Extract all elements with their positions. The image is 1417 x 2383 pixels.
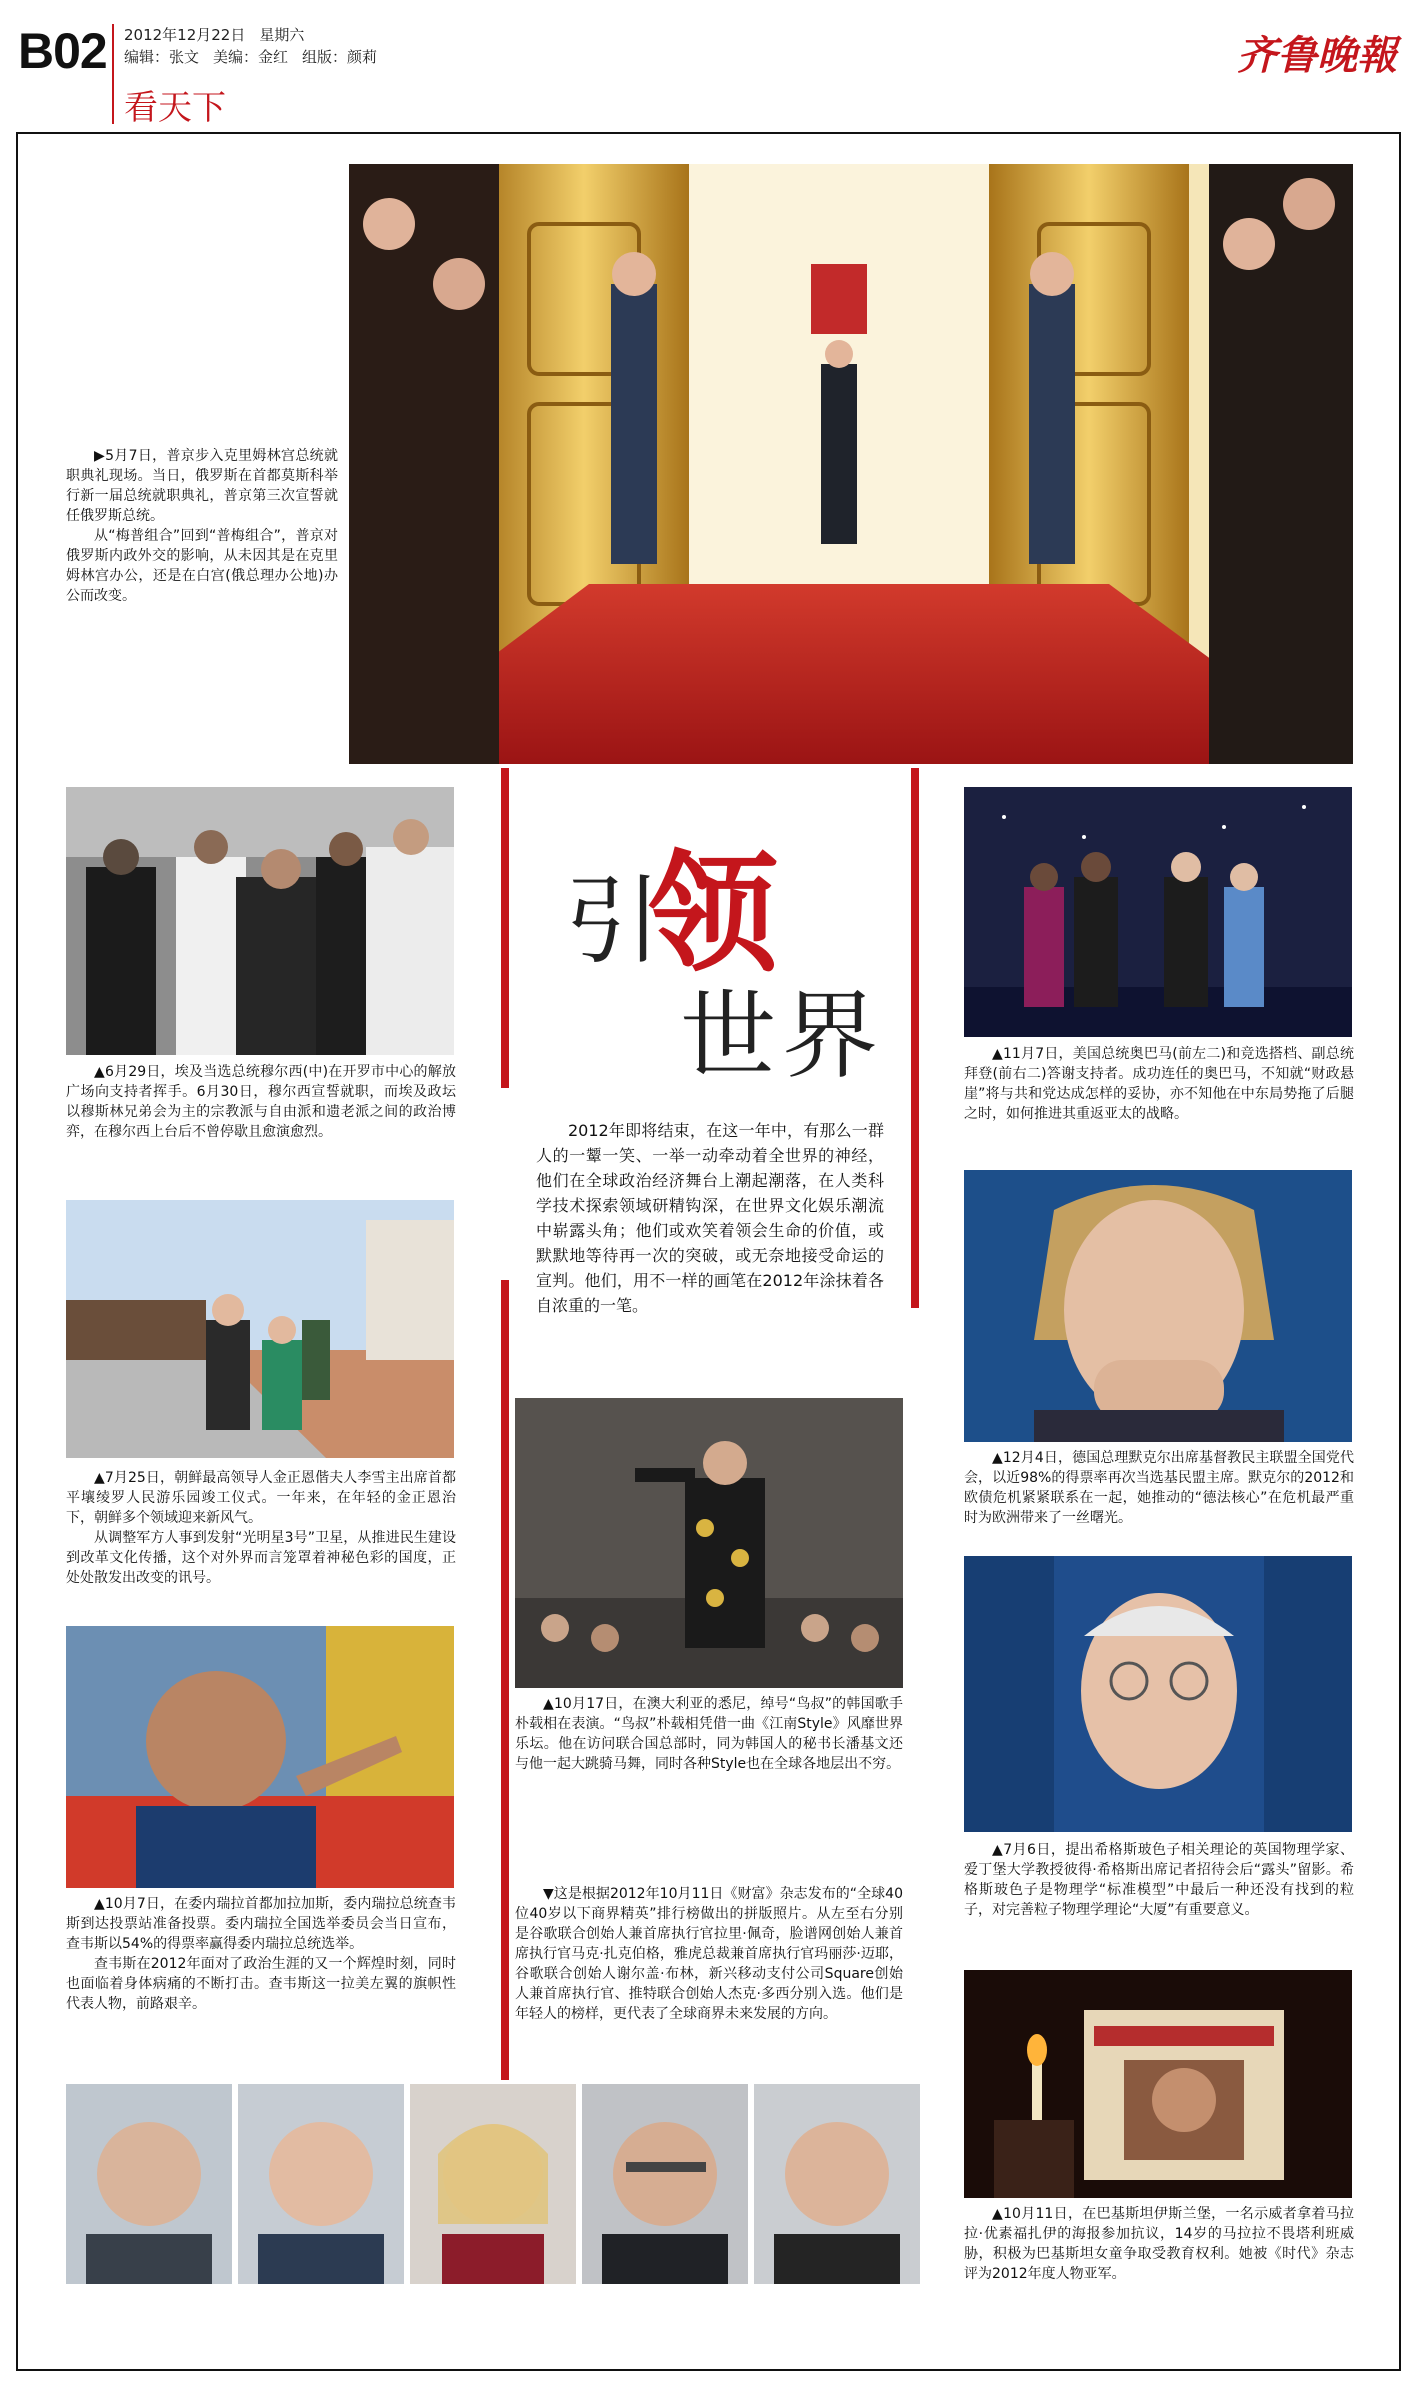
issue-weekday: 星期六 [259,26,305,44]
header-divider [112,24,114,124]
caption-higgs [964,1840,1354,1920]
photo-tech-leaders [66,2084,920,2284]
photo-obama [964,787,1352,1037]
caption-chavez-p1: ▲10月7日，在委内瑞拉首都加拉加斯，委内瑞拉总统查韦斯到达投票站准备投票。委内瑞拉全国选举委员会当日宣布，查韦斯以54%的得票率赢得委内瑞拉总统选举。 [66,1896,456,1952]
caption-psy [515,1694,903,1774]
editor-credit: 编辑：张文 [124,48,200,66]
photo-merkel [964,1170,1352,1442]
caption-tech-leaders [515,1884,903,2024]
caption-kim [66,1468,456,1588]
photo-kim-jong-un [66,1200,454,1458]
caption-malala [964,2204,1354,2284]
red-rule-left [501,768,509,1088]
art-editor-credit: 美编：金红 [213,48,289,66]
issue-date: 2012年12月22日 [124,26,246,44]
caption-morsi [66,1062,456,1142]
headline-part2: 领 [648,838,779,990]
caption-obama [964,1044,1354,1124]
red-rule-right [911,768,919,1308]
caption-merkel [964,1448,1354,1528]
section-title: 看天下 [124,88,226,128]
intro-paragraph: 2012年即将结束，在这一年中，有那么一群人的一颦一笑、一举一动牵动着全世界的神经，他们在全球政治经济舞台上潮起潮落，在人类科学技术探索领域研精钩深，在世界文化娱乐潮流中崭露头角；他们或欢笑着领会生命的价值，或默默地等待再一次的突破，或无奈地接受命运的宣判。他们，用不一样的画笔在2012年涂抹着各自浓重的一笔。 [536,1121,884,1315]
photo-chavez [66,1626,454,1888]
header-meta [124,24,391,68]
headline-part3: 世界 [680,980,884,1092]
caption-kim-p2: 从调整军方人事到发射“光明星3号”卫星，从推进民生建设到改革文化传播，这个对外界而言笼罩着神秘色彩的国度，正处处散发出改变的讯号。 [66,1530,456,1586]
caption-higgs-p1: ▲7月6日，提出希格斯玻色子相关理论的英国物理学家、爱丁堡大学教授彼得·希格斯出席记者招待会后“露头”留影。希格斯玻色子是物理学“标准模型”中最后一种还没有找到的粒子，对完善粒子物理学理论“大厦”有重要意义。 [964,1842,1354,1918]
caption-chavez [66,1894,456,2014]
red-rule-left-lower [501,1280,509,2080]
newspaper-logo: 齐鲁晚報 [1237,32,1397,79]
photo-malala-protest [964,1970,1352,2198]
caption-merkel-p1: ▲12月4日，德国总理默克尔出席基督教民主联盟全国党代会，以近98%的得票率再次当选基民盟主席。默克尔的2012和欧债危机紧紧联系在一起，她推动的“德法核心”在危机最严重时为欧洲带来了一丝曙光。 [964,1450,1354,1526]
photo-higgs [964,1556,1352,1832]
caption-obama-p1: ▲11月7日，美国总统奥巴马(前左二)和竞选搭档、副总统拜登(前右二)答谢支持者。成功连任的奥巴马，不知就“财政悬崖”将与共和党达成怎样的妥协，亦不知他在中东局势拖了后腿之时，如何推进其重返亚太的战略。 [964,1046,1354,1122]
layout-editor-credit: 组版：颜莉 [302,48,378,66]
photo-putin-inauguration [349,164,1353,764]
caption-putin [66,446,338,606]
caption-morsi-p1: ▲6月29日，埃及当选总统穆尔西(中)在开罗市中心的解放广场向支持者挥手。6月30日，穆尔西宣誓就职，而埃及政坛以穆斯林兄弟会为主的宗教派与自由派和遗老派之间的政治博弈，在穆尔西上台后不曾停歇且愈演愈烈。 [66,1064,456,1140]
caption-malala-p1: ▲10月11日，在巴基斯坦伊斯兰堡，一名示威者拿着马拉拉·优素福扎伊的海报参加抗议，14岁的马拉拉不畏塔利班威胁，积极为巴基斯坦女童争取受教育权利。她被《时代》杂志评为2012年度人物亚军。 [964,2206,1354,2282]
caption-psy-p1: ▲10月17日，在澳大利亚的悉尼，绰号“鸟叔”的韩国歌手朴载相在表演。“鸟叔”朴载相凭借一曲《江南Style》风靡世界乐坛。他在访问联合国总部时，同为韩国人的秘书长潘基文还与他一起大跳骑马舞，同时各种Style也在全球各地层出不穷。 [515,1696,903,1772]
caption-putin-p1: ▶5月7日，普京步入克里姆林宫总统就职典礼现场。当日，俄罗斯在首都莫斯科举行新一届总统就职典礼，普京第三次宣誓就任俄罗斯总统。 [66,448,338,524]
headline-part1: 引 [565,865,661,977]
photo-morsi [66,787,454,1055]
photo-psy [515,1398,903,1688]
caption-putin-p2: 从“梅普组合”回到“普梅组合”，普京对俄罗斯内政外交的影响，从未因其是在克里姆林宫办公，还是在白宫(俄总理办公地)办公而改变。 [66,528,338,604]
caption-tech-p1: ▼这是根据2012年10月11日《财富》杂志发布的“全球40位40岁以下商界精英”排行榜做出的拼版照片。从左至右分别是谷歌联合创始人兼首席执行官拉里·佩奇，脸谱网创始人兼首席执行官马克·扎克伯格，雅虎总裁兼首席执行官玛丽莎·迈耶，谷歌联合创始人谢尔盖·布林，新兴移动支付公司Square创始人兼首席执行官、推特联合创始人杰克·多西分别入选。他们是年轻人的榜样，更代表了全球商界未来发展的方向。 [515,1886,903,2022]
page-code: B02 [18,23,107,79]
caption-kim-p1: ▲7月25日，朝鲜最高领导人金正恩偕夫人李雪主出席首都平壤绫罗人民游乐园竣工仪式。一年来，在年轻的金正恩治下，朝鲜多个领域迎来新风气。 [66,1470,456,1526]
caption-chavez-p2: 查韦斯在2012年面对了政治生涯的又一个辉煌时刻，同时也面临着身体病痛的不断打击。查韦斯这一拉美左翼的旗帜性代表人物，前路艰辛。 [66,1956,456,2012]
